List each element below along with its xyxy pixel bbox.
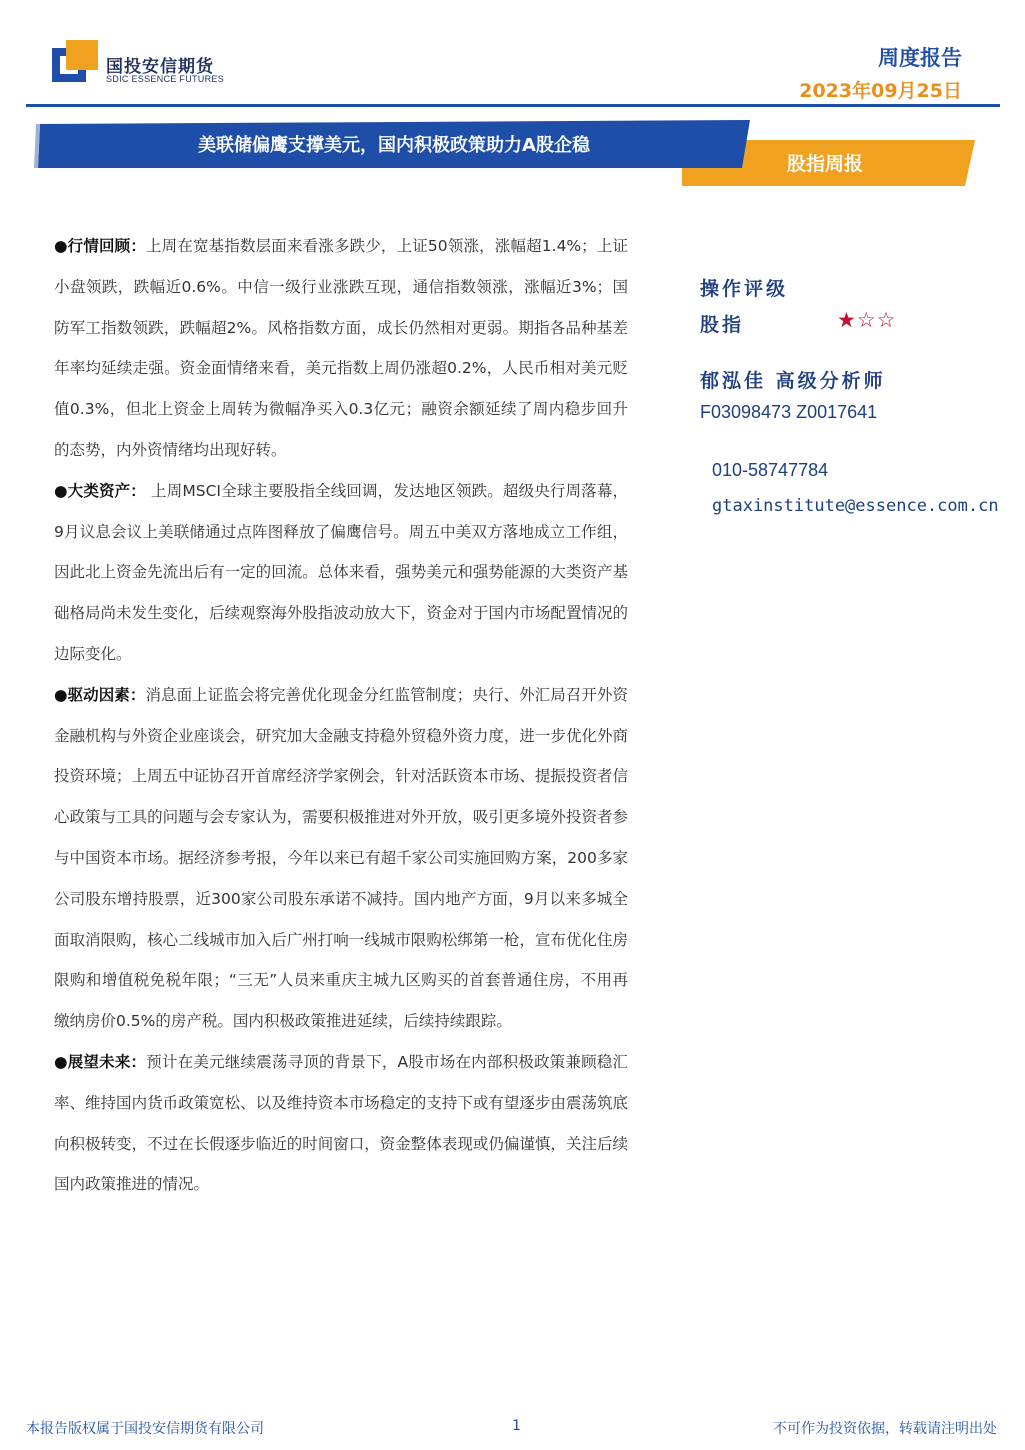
section-text: 上周MSCI全球主要股指全线回调，发达地区领跌。超级央行周落幕，9月议息会议上美联储通过点阵图释放了偏鹰信号。周五中美双方落地成立工作组，因此北上资金先流出后有一定的回流。总体来看，强势美元和强势能源的大类资产基础格局尚未发生变化，后续观察海外股指波动放大下，资金对于国内市场配置情况的边际变化。 xyxy=(54,481,628,663)
section-asset-classes xyxy=(54,471,628,675)
section-text: 消息面上证监会将完善优化现金分红监管制度；央行、外汇局召开外资金融机构与外资企业座谈会，研究加大金融支持稳外贸稳外资力度，进一步优化外商投资环境；上周五中证协召开首席经济学家例会，针对活跃资本市场、提振投资者信心政策与工具的问题与会专家认为，需要积极推进对外开放，吸引更多境外投资者参与中国资本市场。据经济参考报，今年以来已有超千家公司实施回购方案，200多家公司股东增持股票，近300家公司股东承诺不减持。国内地产方面，9月以来多城全面取消限购，核心二线城市加入后广州打响一线城市限购松绑第一枪，宣布优化住房限购和增值税免税年限；“三无”人员来重庆主城九区购买的首套普通住房，不用再缴纳房价0.5%的房产税。国内积极政策推进延续，后续持续跟踪。 xyxy=(54,685,628,1031)
section-text: 上周在宽基指数层面来看涨多跌少，上证50领涨，涨幅超1.4%；上证小盘领跌，跌幅近0.6%。中信一级行业涨跌互现，通信指数领涨，涨幅近3%；国防军工指数领跌，跌幅超2%。风格指数方面，成长仍然相对更弱。期指各品种基差年率均延续走强。资金面情绪来看，美元指数上周仍涨超0.2%，人民币相对美元贬值0.3%，但北上资金上周转为微幅净买入0.3亿元；融资余额延续了周内稳步回升的态势，内外资情绪均出现好转。 xyxy=(54,237,628,459)
section-outlook xyxy=(54,1042,628,1205)
contact-email[interactable]: gtaxinstitute@essence.com.cn xyxy=(712,496,999,516)
section-text: 预计在美元继续震荡寻顶的背景下，A股市场在内部积极政策兼顾稳汇率、维持国内货币政策宽松、以及维持资本市场稳定的支持下或有望逐步由震荡筑底向积极转变，不过在长假逐步临近的时间窗口，资金整体表现或仍偏谨慎，关注后续国内政策推进的情况。 xyxy=(54,1052,629,1194)
footer-copyright: 本报告版权属于国投安信期货有限公司 xyxy=(26,1421,264,1437)
report-type: 周度报告 xyxy=(878,46,962,70)
footer-disclaimer: 不可作为投资依据，转载请注明出处 xyxy=(773,1421,997,1437)
report-date: 2023年09月25日 xyxy=(799,80,962,102)
report-body xyxy=(54,226,628,1205)
section-heading: ●行情回顾： xyxy=(54,237,146,255)
rating-stars-icon: ★☆☆ xyxy=(837,308,897,332)
page-footer xyxy=(0,1410,1025,1440)
section-heading: ●展望未来： xyxy=(54,1052,147,1071)
company-logo-icon xyxy=(52,40,98,86)
rating-title: 操作评级 xyxy=(700,278,789,300)
header-divider xyxy=(26,104,1000,107)
page-header xyxy=(0,0,1025,110)
report-category-tag: 股指周报 xyxy=(786,153,863,175)
analyst-name: 郁泓佳 高级分析师 xyxy=(700,370,886,392)
section-heading: ●驱动因素： xyxy=(54,685,146,704)
analyst-certificate: F03098473 Z0017641 xyxy=(700,402,878,422)
rating-item-label: 股指 xyxy=(700,314,745,336)
company-name-en: SDIC ESSENCE FUTURES xyxy=(106,74,225,84)
section-heading: ●大类资产： xyxy=(54,481,146,500)
section-market-review xyxy=(54,226,628,471)
report-title: 美联储偏鹰支撑美元，国内积极政策助力A股企稳 xyxy=(198,135,590,156)
company-name-cn: 国投安信期货 xyxy=(106,57,214,77)
contact-phone: 010-58747784 xyxy=(712,460,829,480)
section-drivers xyxy=(54,675,628,1042)
page-number: 1 xyxy=(512,1418,521,1434)
